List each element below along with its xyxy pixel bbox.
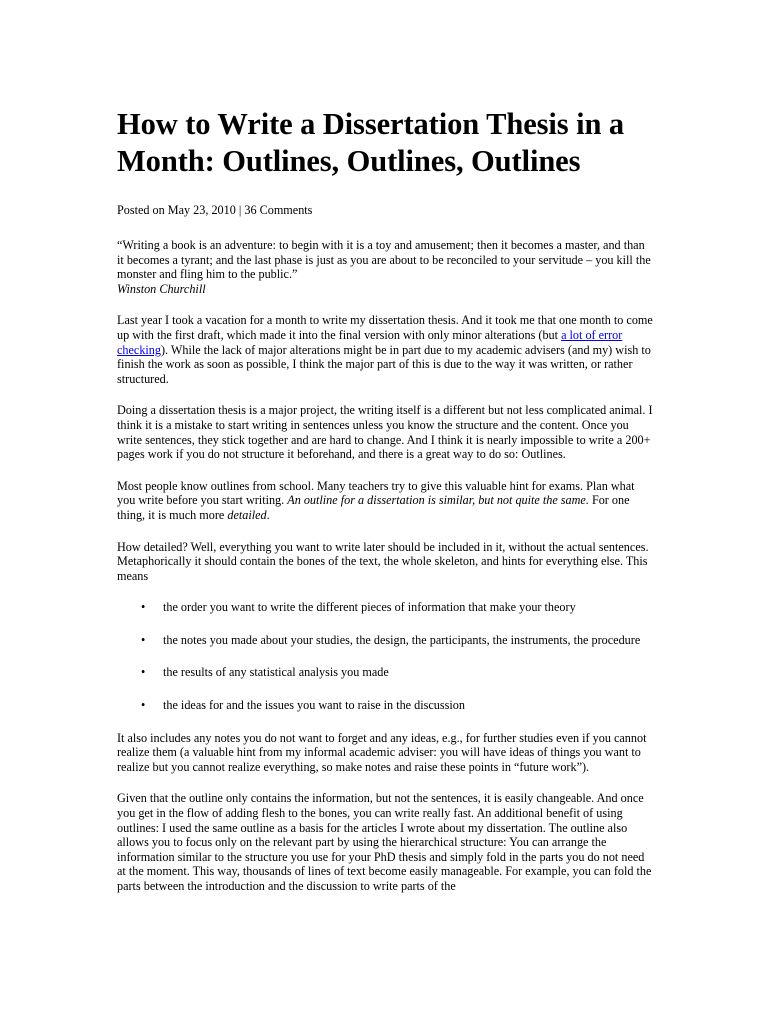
quote-author: Winston Churchill <box>117 281 206 296</box>
list-item <box>117 600 653 615</box>
error-checking-link[interactable]: a lot of error checking <box>117 327 623 357</box>
paragraph-how-detailed: How detailed? Well, everything you want to write later should be included in it, without the actual sentences. Metaphorically it should contain the bones of the text, the whole skeleton, and hints for everything else. This means <box>117 539 649 583</box>
quote-text: “Writing a book is an adventure: to begin with it is a toy and amusement; then it becomes a master, and than it becomes a tyrant; and the last phase is just as you are about to be reconciled to your servitude – you kill the monster and fling him to the public.” <box>117 238 651 282</box>
paragraph-outlines-text-before: Most people know outlines from school. Many teachers try to give this valuable hint for exams. Plan what you write before you start writing. <box>117 478 635 508</box>
paragraph-intro-text-after: ). While the lack of major alterations might be in part due to my academic advisers (and my) wish to finish the work as soon as possible, I think the major part of this is due to the way it was written, or rather structured. <box>117 342 651 386</box>
list-item-text: the notes you made about your studies, the design, the participants, the instruments, the procedure <box>163 632 641 647</box>
bullet-icon: • <box>141 632 146 647</box>
paragraph-outlines-school <box>117 479 653 523</box>
paragraph-outlines-italic-word: detailed <box>227 507 267 522</box>
list-item-text: the ideas for and the issues you want to raise in the discussion <box>163 698 465 713</box>
outline-contents-list <box>117 600 653 712</box>
paragraph-outlines-text-middle: For one thing, it is much more <box>117 493 630 522</box>
epigraph-quote <box>117 238 653 296</box>
paragraph-outlines-italic-sentence: An outline for a dissertation is similar, but not quite the same. <box>287 493 589 508</box>
paragraph-outlines-text-after: . <box>266 507 270 522</box>
list-item-text: the order you want to write the different pieces of information that make your theory <box>163 600 576 615</box>
paragraph-also-includes: It also includes any notes you do not want to forget and any ideas, e.g., for further studies even if you cannot realize them (a valuable hint from my informal academic adviser: you will have ideas of things you want to realize but you cannot realize everything, so make notes and raise these points in “future work”). <box>117 730 647 774</box>
article-title: How to Write a Dissertation Thesis in a Month: Outlines, Outlines, Outlines <box>117 107 624 178</box>
paragraph-intro <box>117 313 653 386</box>
list-item-text: the results of any statistical analysis you made <box>163 665 389 680</box>
document-page <box>117 106 653 911</box>
list-item <box>117 698 653 713</box>
bullet-icon: • <box>141 600 146 615</box>
paragraph-easily-changeable: Given that the outline only contains the information, but not the sentences, it is easily changeable. And once you get in the flow of adding flesh to the bones, you can write really fast. An additional benefit of using outlines: I used the same outline as a basis for the articles I wrote about my dissertation. The outline also allows you to focus only on the relevant part by using the hierarchical structure: You can arrange the information similar to the structure you use for your PhD thesis and simply fold in the parts you do not need at the moment. This way, thousands of lines of text become easily manageable. For example, you can fold the parts between the introduction and the discussion to write parts of the <box>117 791 652 893</box>
bullet-icon: • <box>141 698 146 713</box>
paragraph-intro-text-before: Last year I took a vacation for a month to write my dissertation thesis. And it took me that one month to come up with the first draft, which made it into the final version with only minor alterations (but <box>117 313 653 342</box>
post-meta: Posted on May 23, 2010 | 36 Comments <box>117 203 313 217</box>
list-item <box>117 665 653 680</box>
bullet-icon: • <box>141 665 146 680</box>
paragraph-project: Doing a dissertation thesis is a major project, the writing itself is a different but not less complicated animal. I think it is a mistake to start writing in sentences unless you know the structure and the content. Once you write sentences, they stick together and are hard to change. And I think it is nearly impossible to write a 200+ pages work if you do not structure it beforehand, and there is a great way to do so: Outlines. <box>117 403 653 462</box>
list-item <box>117 633 653 648</box>
